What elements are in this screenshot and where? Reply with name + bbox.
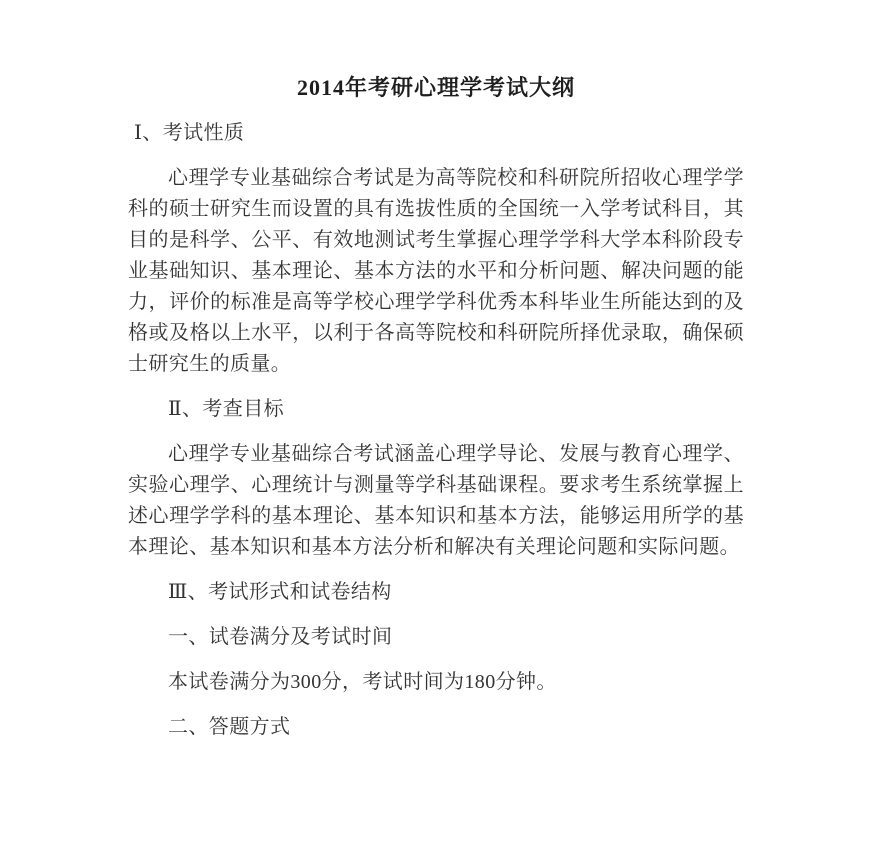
paragraph-score-and-time: 本试卷满分为300分，考试时间为180分钟。 <box>168 671 557 693</box>
document-title: 2014年考研心理学考试大纲 <box>296 75 575 100</box>
section-heading-exam-format: Ⅲ、考试形式和试卷结构 <box>168 581 392 603</box>
paragraph-exam-nature: 心理学专业基础综合考试是为高等院校和科研院所招收心理学学科的硕士研究生而设置的具有选拔性质的全国统一入学考试科目，其目的是科学、公平、有效地测试考生掌握心理学学科大学本科阶段专业基础知识、基本理论、基本方法的水平和分析问题、解决问题的能力，评价的标准是高等学校心理学学科优秀本科毕业生所能达到的及格或及格以上水平，以利于各高等院校和科研院所择优录取，确保硕士研究生的质量。 <box>128 167 744 375</box>
paragraph-exam-goals: 心理学专业基础综合考试涵盖心理学导论、发展与教育心理学、实验心理学、心理统计与测量等学科基础课程。要求考生系统掌握上述心理学学科的基本理论、基本知识和基本方法，能够运用所学的基本理论、基本知识和基本方法分析和解决有关理论问题和实际问题。 <box>128 443 744 558</box>
subsection-heading-answer-method: 二、答题方式 <box>168 716 291 738</box>
section-heading-exam-goals: Ⅱ、考查目标 <box>168 398 284 420</box>
subsection-heading-score-and-time: 一、试卷满分及考试时间 <box>168 626 393 648</box>
section-heading-exam-nature: Ⅰ、考试性质 <box>134 122 245 144</box>
